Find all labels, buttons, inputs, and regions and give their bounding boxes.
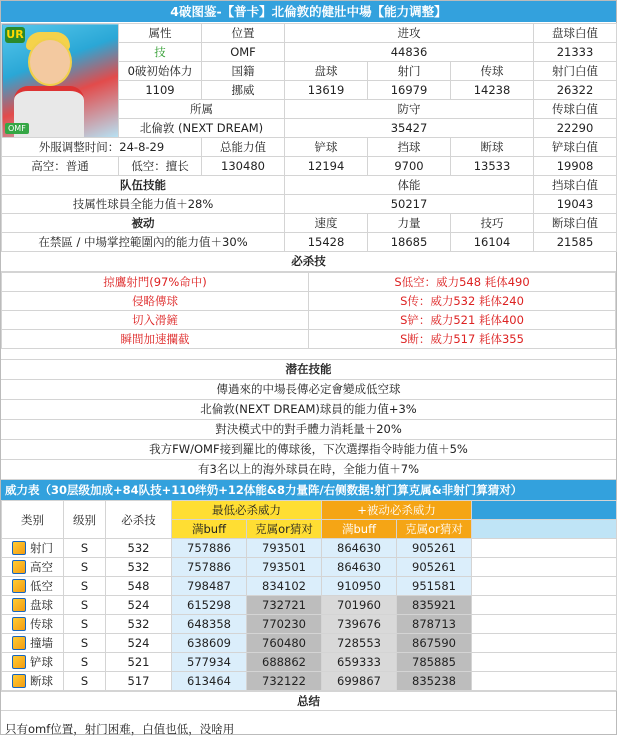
power-value: 701960 [322, 596, 397, 615]
latent-title: 潜在技能 [1, 360, 616, 380]
value-tackle: 12194 [285, 157, 368, 176]
power-category: 高空 [30, 560, 53, 574]
latent-item: 對決模式中的對手體力消耗量＋20% [1, 420, 616, 440]
power-value: 951581 [397, 577, 472, 596]
power-level: S [64, 577, 106, 596]
latent-item: 北倫敦(NEXT DREAM)球員的能力值+3% [1, 400, 616, 420]
label-pass: 传球 [451, 62, 534, 81]
special-name: 瞬間加速攔截 [2, 330, 309, 349]
power-value: 613464 [172, 672, 247, 691]
value-nationality: 挪威 [202, 81, 285, 100]
specials-table [1, 272, 616, 349]
avatar-face [28, 38, 72, 86]
power-level: S [64, 539, 106, 558]
power-blank [472, 615, 617, 634]
latent-item: 傳過來的中場長傳必定會變成低空球 [1, 380, 616, 400]
power-blank [472, 653, 617, 672]
label-defense: 防守 [285, 100, 534, 119]
power-header-level: 级别 [64, 501, 106, 539]
power-skill: 548 [106, 577, 172, 596]
power-header-blank [472, 501, 617, 520]
special-name: 切入滑鏟 [2, 311, 309, 330]
power-level: S [64, 596, 106, 615]
power-value: 757886 [172, 539, 247, 558]
label-technique: 技巧 [451, 214, 534, 233]
value-low-ball: 低空：擅长 [119, 157, 202, 176]
power-blank [472, 634, 617, 653]
low-ball-icon [12, 579, 26, 593]
avatar-position-badge: OMF [5, 123, 29, 134]
power-value: 864630 [322, 539, 397, 558]
power-value: 615298 [172, 596, 247, 615]
table-row [2, 634, 617, 653]
table-row [2, 653, 617, 672]
power-category: 断球 [30, 674, 53, 688]
power-table-title: 威力表（30层级加成+84队技+110绊奶+12体能&8力量阵/右侧数据:射门算克属&非射门算猜对） [1, 480, 616, 500]
power-skill: 524 [106, 634, 172, 653]
power-value: 739676 [322, 615, 397, 634]
power-level: S [64, 558, 106, 577]
table-row [2, 539, 617, 558]
power-value: 834102 [247, 577, 322, 596]
latent-item: 有3名以上的海外球員在時，全能力值＋7% [1, 460, 616, 480]
value-position: OMF [202, 43, 285, 62]
power-header-counter: 克属or猜对 [247, 520, 322, 539]
power-value: 905261 [397, 558, 472, 577]
power-blank [472, 672, 617, 691]
power-value: 732721 [247, 596, 322, 615]
power-value: 785885 [397, 653, 472, 672]
value-intercept: 13533 [451, 157, 534, 176]
power-blank [472, 577, 617, 596]
power-header-category: 类别 [2, 501, 64, 539]
power-value: 699867 [322, 672, 397, 691]
value-team: 北倫敦 (NEXT DREAM) [119, 119, 285, 138]
label-physical: 体能 [285, 176, 534, 195]
power-header-fullbuff: 满buff [172, 520, 247, 539]
power-category: 射门 [30, 541, 53, 555]
power-blank [472, 596, 617, 615]
label-speed: 速度 [285, 214, 368, 233]
table-row [2, 577, 617, 596]
power-level: S [64, 634, 106, 653]
value-power: 18685 [368, 233, 451, 252]
power-skill: 532 [106, 615, 172, 634]
intercept-icon [12, 674, 26, 688]
special-desc: S低空：威力548 耗体490 [309, 273, 616, 292]
label-dribble: 盘球 [285, 62, 368, 81]
label-tackle: 铲球 [285, 138, 368, 157]
power-value: 659333 [322, 653, 397, 672]
power-value: 905261 [397, 539, 472, 558]
power-value: 910950 [322, 577, 397, 596]
power-table [1, 500, 617, 691]
value-block-white: 19043 [534, 195, 617, 214]
label-nationality: 国籍 [202, 62, 285, 81]
power-value: 760480 [247, 634, 322, 653]
table-row [2, 615, 617, 634]
power-value: 835238 [397, 672, 472, 691]
value-high-ball: 高空：普通 [2, 157, 119, 176]
value-passive: 在禁區 / 中場掌控範圍內的能力值＋30% [2, 233, 285, 252]
power-header-fullbuff: 满buff [322, 520, 397, 539]
value-dribble-white: 21333 [534, 43, 617, 62]
special-desc: S铲：威力521 耗体400 [309, 311, 616, 330]
value-pass: 14238 [451, 81, 534, 100]
power-header-min: 最低必杀威力 [172, 501, 322, 520]
power-header-passive: +被动必杀威力 [322, 501, 472, 520]
summary-text: 只有omf位置，射门困难，白值也低，没啥用 [5, 722, 235, 736]
label-total: 总能力值 [202, 138, 285, 157]
power-value: 728553 [322, 634, 397, 653]
value-team-skill: 技属性球員全能力值＋28% [2, 195, 285, 214]
dribble-icon [12, 598, 26, 612]
label-tackle-white: 铲球白值 [534, 138, 617, 157]
table-row [2, 558, 617, 577]
latent-item: 我方FW/OMF接到羅比的傳球後，下次選擇指令時能力值＋5% [1, 440, 616, 460]
power-value: 867590 [397, 634, 472, 653]
label-block: 挡球 [368, 138, 451, 157]
power-value: 793501 [247, 539, 322, 558]
value-tackle-white: 19908 [534, 157, 617, 176]
label-stamina: 0破初始体力 [119, 62, 202, 81]
value-attribute: 技 [119, 43, 202, 62]
power-level: S [64, 653, 106, 672]
summary-title: 总结 [1, 691, 616, 711]
power-skill: 532 [106, 539, 172, 558]
rarity-badge: UR [6, 28, 24, 41]
label-passive: 被动 [2, 214, 285, 233]
special-desc: S传：威力532 耗体240 [309, 292, 616, 311]
power-value: 770230 [247, 615, 322, 634]
label-intercept: 断球 [451, 138, 534, 157]
power-value: 864630 [322, 558, 397, 577]
value-dribble: 13619 [285, 81, 368, 100]
player-avatar [2, 24, 119, 138]
value-physical: 50217 [285, 195, 534, 214]
wall-pass-icon [12, 636, 26, 650]
tackle-icon [12, 655, 26, 669]
spacer [1, 349, 616, 360]
special-desc: S断：威力517 耗体355 [309, 330, 616, 349]
value-block: 9700 [368, 157, 451, 176]
value-stamina: 1109 [119, 81, 202, 100]
power-value: 688862 [247, 653, 322, 672]
power-value: 878713 [397, 615, 472, 634]
value-intercept-white: 21585 [534, 233, 617, 252]
special-title: 必杀技 [1, 252, 616, 272]
power-value: 732122 [247, 672, 322, 691]
power-level: S [64, 672, 106, 691]
power-category: 低空 [30, 579, 53, 593]
power-skill: 517 [106, 672, 172, 691]
label-block-white: 挡球白值 [534, 176, 617, 195]
power-level: S [64, 615, 106, 634]
table-row [2, 596, 617, 615]
power-category: 撞墙 [30, 636, 53, 650]
power-category: 盘球 [30, 598, 53, 612]
power-skill: 532 [106, 558, 172, 577]
power-value: 757886 [172, 558, 247, 577]
label-dribble-white: 盘球白值 [534, 24, 617, 43]
power-blank [472, 539, 617, 558]
power-header-skill: 必杀技 [106, 501, 172, 539]
label-team: 所属 [119, 100, 285, 119]
value-total: 130480 [202, 157, 285, 176]
label-position: 位置 [202, 24, 285, 43]
label-update-date: 外服调整时间：24-8-29 [2, 138, 202, 157]
power-value: 648358 [172, 615, 247, 634]
power-category: 铲球 [30, 655, 53, 669]
special-name: 掠鷹射門(97%命中) [2, 273, 309, 292]
power-category: 传球 [30, 617, 53, 631]
label-shoot: 射门 [368, 62, 451, 81]
power-header-counter: 克属or猜对 [397, 520, 472, 539]
power-value: 793501 [247, 558, 322, 577]
power-value: 835921 [397, 596, 472, 615]
label-intercept-white: 断球白值 [534, 214, 617, 233]
label-attack: 进攻 [285, 24, 534, 43]
table-row [2, 672, 617, 691]
value-shoot-white: 26322 [534, 81, 617, 100]
high-ball-icon [12, 560, 26, 574]
label-shoot-white: 射门白值 [534, 62, 617, 81]
value-attack: 44836 [285, 43, 534, 62]
power-header-blank [472, 520, 617, 539]
label-team-skill: 队伍技能 [2, 176, 285, 195]
power-value: 638609 [172, 634, 247, 653]
power-value: 798487 [172, 577, 247, 596]
value-technique: 16104 [451, 233, 534, 252]
page-title: 4破图鉴-【普卡】北倫敦的健壯中場【能力调整】 [1, 1, 616, 23]
value-pass-white: 22290 [534, 119, 617, 138]
label-attribute: 属性 [119, 24, 202, 43]
value-speed: 15428 [285, 233, 368, 252]
value-defense: 35427 [285, 119, 534, 138]
power-value: 577934 [172, 653, 247, 672]
special-name: 侵略傳球 [2, 292, 309, 311]
label-power: 力量 [368, 214, 451, 233]
pass-icon [12, 617, 26, 631]
power-skill: 521 [106, 653, 172, 672]
power-skill: 524 [106, 596, 172, 615]
shoot-icon [12, 541, 26, 555]
stats-table [1, 23, 617, 252]
value-shoot: 16979 [368, 81, 451, 100]
power-blank [472, 558, 617, 577]
label-pass-white: 传球白值 [534, 100, 617, 119]
